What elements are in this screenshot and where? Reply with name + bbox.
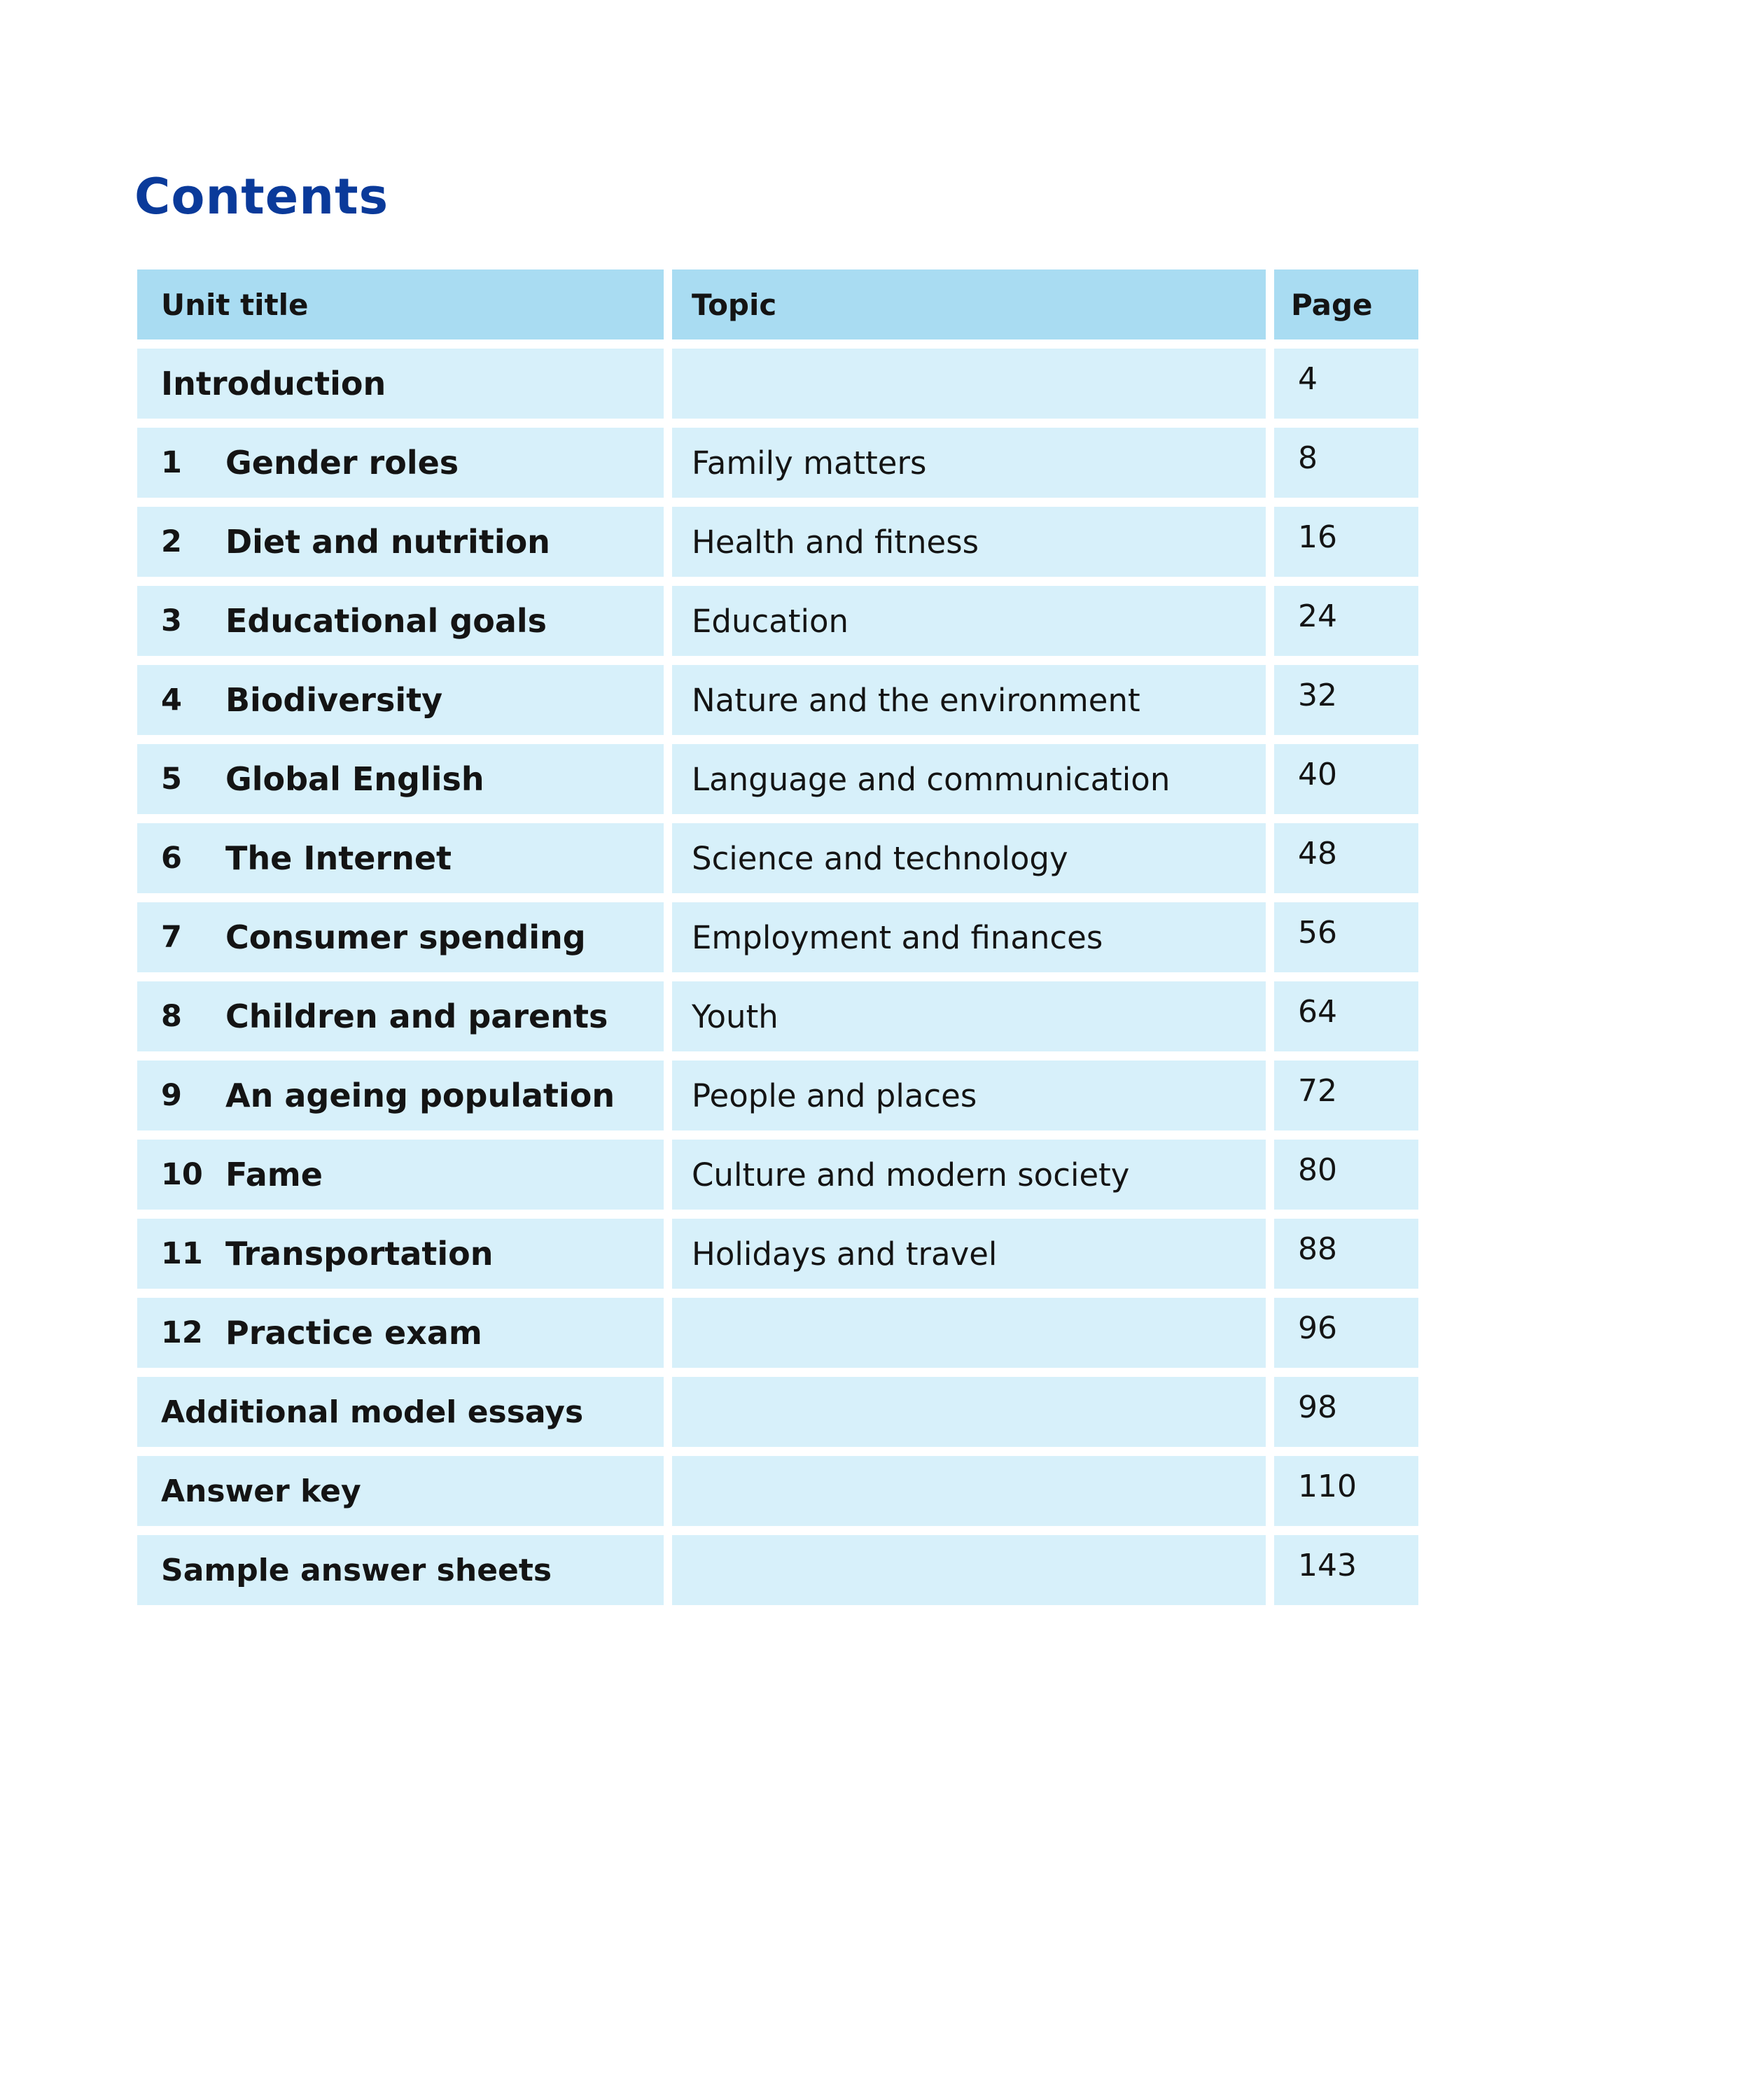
page-number: 24 [1298,598,1337,634]
page-cell [1274,507,1418,577]
topic-cell [672,744,1266,814]
unit-title-cell [137,1377,664,1447]
unit-title: Educational goals [225,602,547,640]
topic-text: Language and communication [692,760,1171,798]
unit-title: The Internet [225,839,452,877]
unit-title-cell [137,507,664,577]
page-number: 32 [1298,678,1337,713]
page-number: 88 [1298,1231,1337,1267]
unit-number: 6 [161,841,182,876]
unit-number: 12 [161,1315,203,1350]
page-cell [1274,349,1418,419]
unit-number: 7 [161,920,182,955]
header-topic: Topic [672,270,1266,340]
topic-text: Holidays and travel [692,1235,998,1273]
page-cell [1274,1456,1418,1526]
page-cell [1274,823,1418,893]
unit-title: Introduction [161,365,386,402]
unit-title: Additional model essays [161,1394,584,1430]
page-cell [1274,1219,1418,1289]
topic-text: Education [692,602,849,640]
page-number: 96 [1298,1310,1337,1346]
topic-text: Culture and modern society [692,1156,1130,1194]
page-number: 16 [1298,519,1337,555]
page-cell [1274,428,1418,498]
topic-cell [672,1377,1266,1447]
unit-title-cell [137,1456,664,1526]
topic-cell [672,1219,1266,1289]
table-row [137,981,1418,1051]
page-number: 143 [1298,1548,1357,1583]
unit-title-cell [137,349,664,419]
unit-title-cell [137,902,664,972]
unit-title: Transportation [225,1235,494,1273]
unit-number: 4 [161,682,182,718]
page-number: 48 [1298,836,1337,872]
topic-cell [672,428,1266,498]
unit-title-cell [137,428,664,498]
unit-number: 11 [161,1236,203,1271]
table-row [137,665,1418,735]
header-page: Page [1274,270,1418,340]
unit-title-cell [137,1219,664,1289]
unit-title: Global English [225,760,484,798]
unit-title: An ageing population [225,1077,615,1114]
page-cell [1274,1535,1418,1605]
page-number: 64 [1298,994,1337,1030]
topic-text: Employment and finances [692,918,1103,956]
table-row [137,507,1418,577]
page-cell [1274,1298,1418,1368]
table-row [137,428,1418,498]
topic-cell [672,823,1266,893]
unit-title: Consumer spending [225,918,586,956]
page-cell [1274,586,1418,656]
topic-cell [672,981,1266,1051]
page-cell [1274,981,1418,1051]
topic-text: Family matters [692,444,927,482]
page-number: 80 [1298,1152,1337,1188]
topic-cell [672,1060,1266,1130]
table-row [137,902,1418,972]
page-title: Contents [134,168,389,225]
page-number: 72 [1298,1073,1337,1109]
table-header-row [137,270,1418,340]
unit-number: 9 [161,1078,182,1113]
unit-title: Biodiversity [225,681,443,719]
page-number: 4 [1298,361,1318,397]
unit-number: 10 [161,1157,203,1192]
unit-number: 1 [161,445,182,480]
unit-title: Children and parents [225,997,608,1035]
table-row [137,1298,1418,1368]
topic-cell [672,1456,1266,1526]
page-cell [1274,1377,1418,1447]
unit-title: Gender roles [225,444,459,482]
topic-text: Youth [692,997,778,1035]
table-row [137,1140,1418,1210]
page-number: 40 [1298,757,1337,792]
table-row [137,1377,1418,1447]
page-cell [1274,1140,1418,1210]
page-number: 110 [1298,1469,1357,1504]
unit-number: 5 [161,762,182,797]
table-row [137,1060,1418,1130]
table-row [137,1535,1418,1605]
unit-title: Answer key [161,1473,361,1509]
table-row [137,1456,1418,1526]
unit-title-cell [137,1060,664,1130]
unit-title-cell [137,586,664,656]
topic-text: Health and fitness [692,523,979,561]
topic-cell [672,1535,1266,1605]
table-row [137,1219,1418,1289]
topic-cell [672,902,1266,972]
contents-table [137,270,1418,1614]
page-cell [1274,902,1418,972]
unit-title: Sample answer sheets [161,1552,552,1588]
header-unit-title: Unit title [137,270,664,340]
topic-cell [672,586,1266,656]
page-cell [1274,744,1418,814]
table-row [137,349,1418,419]
table-row [137,823,1418,893]
page-number: 56 [1298,915,1337,951]
unit-number: 3 [161,603,182,638]
page-number: 98 [1298,1390,1337,1425]
page-number: 8 [1298,440,1318,476]
unit-title-cell [137,981,664,1051]
topic-cell [672,349,1266,419]
topic-text: Nature and the environment [692,681,1140,719]
unit-title-cell [137,1535,664,1605]
unit-title: Fame [225,1156,323,1194]
page-cell [1274,1060,1418,1130]
unit-title-cell [137,1298,664,1368]
table-row [137,586,1418,656]
page-cell [1274,665,1418,735]
unit-title: Practice exam [225,1314,482,1352]
unit-title-cell [137,1140,664,1210]
unit-title-cell [137,665,664,735]
unit-title-cell [137,744,664,814]
topic-cell [672,1140,1266,1210]
unit-number: 2 [161,524,182,559]
table-row [137,744,1418,814]
unit-number: 8 [161,999,182,1034]
unit-title: Diet and nutrition [225,523,550,561]
topic-cell [672,1298,1266,1368]
topic-text: People and places [692,1077,977,1114]
topic-text: Science and technology [692,839,1068,877]
topic-cell [672,665,1266,735]
topic-cell [672,507,1266,577]
unit-title-cell [137,823,664,893]
